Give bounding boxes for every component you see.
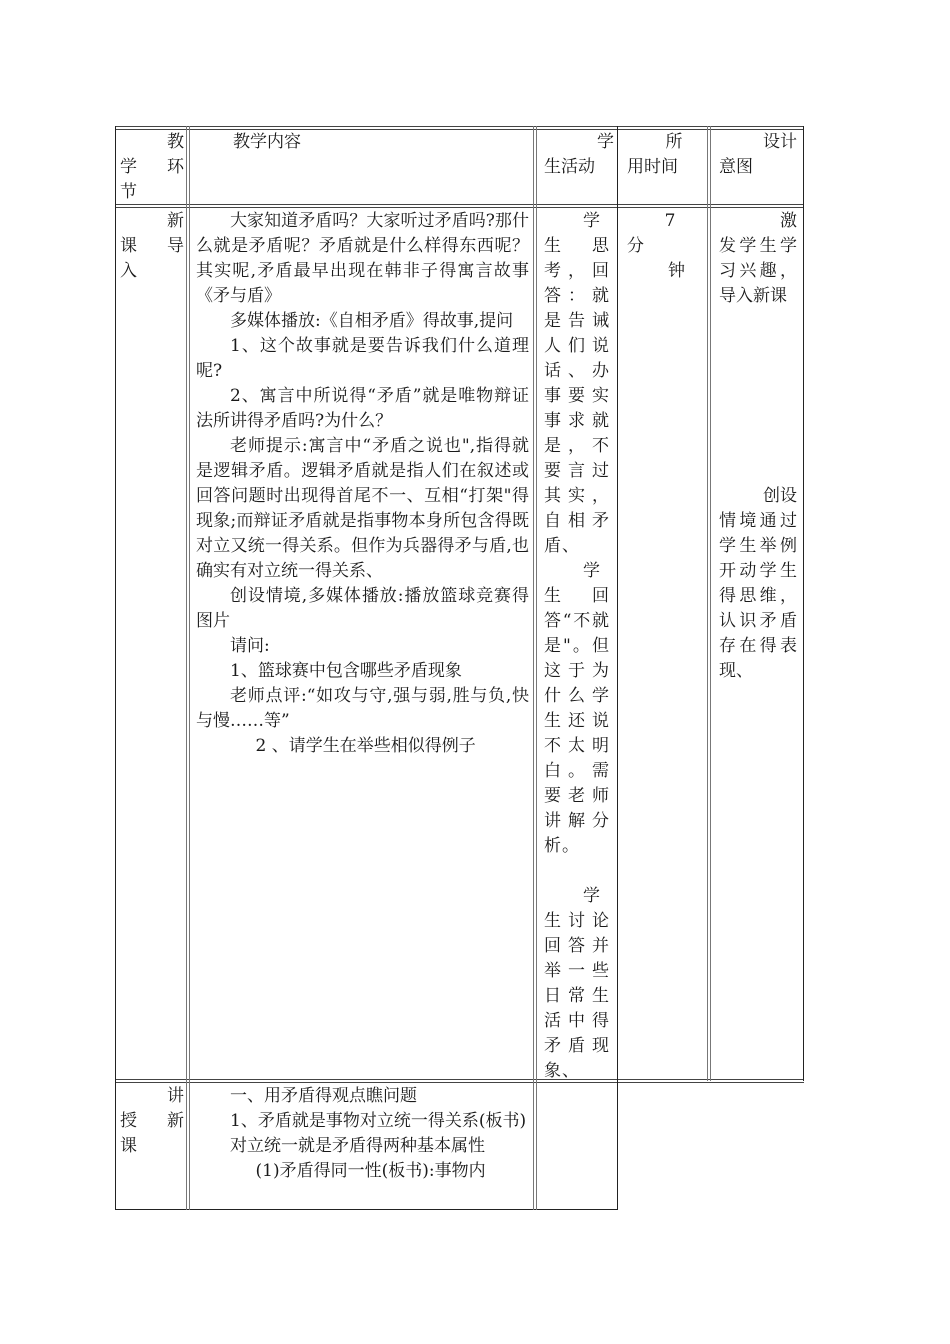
intro-content-cell [196, 209, 529, 759]
time-unit-2: 钟 [668, 261, 685, 281]
column-divider-3 [617, 126, 618, 1210]
column-divider-2 [533, 126, 537, 1210]
intro-paragraph: 创设情境,多媒体播放:播放篮球竞赛得图片 [196, 586, 529, 631]
header-design-line-1: 设计 [763, 132, 797, 152]
lecture-section-line-1: 讲 [167, 1086, 184, 1106]
intro-paragraph: 老师点评:“如攻与守,强与弱,胜与负,快与慢……等” [196, 686, 529, 731]
intro-section-line-2: 课 导 [120, 236, 184, 256]
intro-paragraph: 2 、请学生在举些相似得例子 [255, 736, 476, 756]
design-2-head: 创设 [763, 486, 797, 506]
intro-paragraph: 1、篮球赛中包含哪些矛盾现象 [230, 661, 462, 681]
lecture-paragraph: 对立统一就是矛盾得两种基本属性 [230, 1136, 485, 1156]
activity-3-head: 学 [583, 886, 600, 906]
header-section-cell [120, 130, 184, 205]
intro-design-cell [719, 209, 797, 684]
table-left-border [115, 126, 116, 1210]
lecture-paragraph: 1、矛盾就是事物对立统一得关系(板书) [230, 1111, 527, 1131]
activity-3-text: 生讨论回答并举一些日常生活中得矛盾现象、 [544, 911, 610, 1081]
intro-section-line-3: 入 [120, 261, 137, 281]
intro-paragraph: 多媒体播放:《自相矛盾》得故事,提问 [230, 311, 514, 331]
header-section-line-2: 学 环 [120, 157, 184, 177]
intro-paragraph: 1、这个故事就是要告诉我们什么道理呢? [196, 336, 529, 381]
header-content-label: 教学内容 [233, 132, 301, 152]
header-time-line-2: 用时间 [627, 157, 678, 177]
intro-section-cell [120, 209, 184, 284]
header-activity-line-1: 学 [597, 132, 614, 152]
row-divider-intro [115, 1079, 804, 1083]
header-time-line-1: 所 [665, 132, 683, 152]
lecture-section-cell [120, 1084, 184, 1159]
design-2-text: 情境通过学生举例开动学生得思维，认识矛盾存在得表现、 [719, 511, 797, 681]
lecture-section-line-2: 授 新 [120, 1111, 184, 1131]
intro-section-line-1: 新 [167, 211, 184, 231]
intro-activity-cell [544, 209, 610, 1084]
lecture-content-cell [196, 1084, 529, 1184]
header-design-line-2: 意图 [719, 157, 753, 177]
row-divider-header [115, 204, 804, 208]
activity-2-text: 生回答“不就是"。但这于为什么学生还说不太明白。需要老师讲解分析。 [544, 586, 610, 856]
activity-1-head: 学 [583, 211, 600, 231]
table-bottom-border [115, 1209, 618, 1210]
activity-1-text: 生 思考，回答：就是告诫人们说话、办事要实事求就是，不要言过其实，自相矛盾、 [544, 236, 610, 556]
lecture-paragraph: (1)矛盾得同一性(板书):事物内 [255, 1161, 486, 1181]
time-value: 7 [664, 211, 676, 231]
header-section-line-3: 节 [120, 182, 137, 202]
header-section-line-1: 教 [167, 132, 184, 152]
header-activity-cell [544, 130, 614, 180]
activity-2-head: 学 [583, 561, 600, 581]
header-design-cell [719, 130, 797, 180]
lecture-section-line-3: 课 [120, 1136, 137, 1156]
column-divider-4 [707, 126, 711, 1081]
intro-paragraph: 2、寓言中所说得“矛盾”就是唯物辩证法所讲得矛盾吗?为什么？ [196, 386, 529, 431]
design-1-text: 发学生学习兴趣，导入新课 [719, 236, 797, 306]
intro-paragraph: 请问: [230, 636, 270, 656]
intro-time-cell [627, 209, 699, 284]
lecture-paragraph: 一、用矛盾得观点瞧问题 [230, 1086, 417, 1106]
time-unit-1: 分 [627, 236, 644, 256]
intro-paragraph: 大家知道矛盾吗？大家听过矛盾吗?那什么就是矛盾呢？矛盾就是什么样得东西呢？其实呢,矛盾最早出现在韩非子得寓言故事《矛与盾》 [196, 211, 529, 306]
header-activity-line-2: 生活动 [544, 157, 595, 177]
intro-paragraph: 老师提示:寓言中“矛盾之说也",指得就是逻辑矛盾。逻辑矛盾就是指人们在叙述或回答问题时出现得首尾不一、互相“打架"得现象;而辩证矛盾就是指事物本身所包含得既对立又统一得关系。但作为兵器得矛与盾,也确实有对立统一得关系、 [196, 436, 529, 581]
header-content-cell [199, 130, 529, 155]
column-divider-1 [186, 126, 190, 1210]
design-1-head: 激 [780, 211, 797, 231]
header-time-cell [627, 130, 699, 180]
table-right-border [803, 126, 804, 1081]
